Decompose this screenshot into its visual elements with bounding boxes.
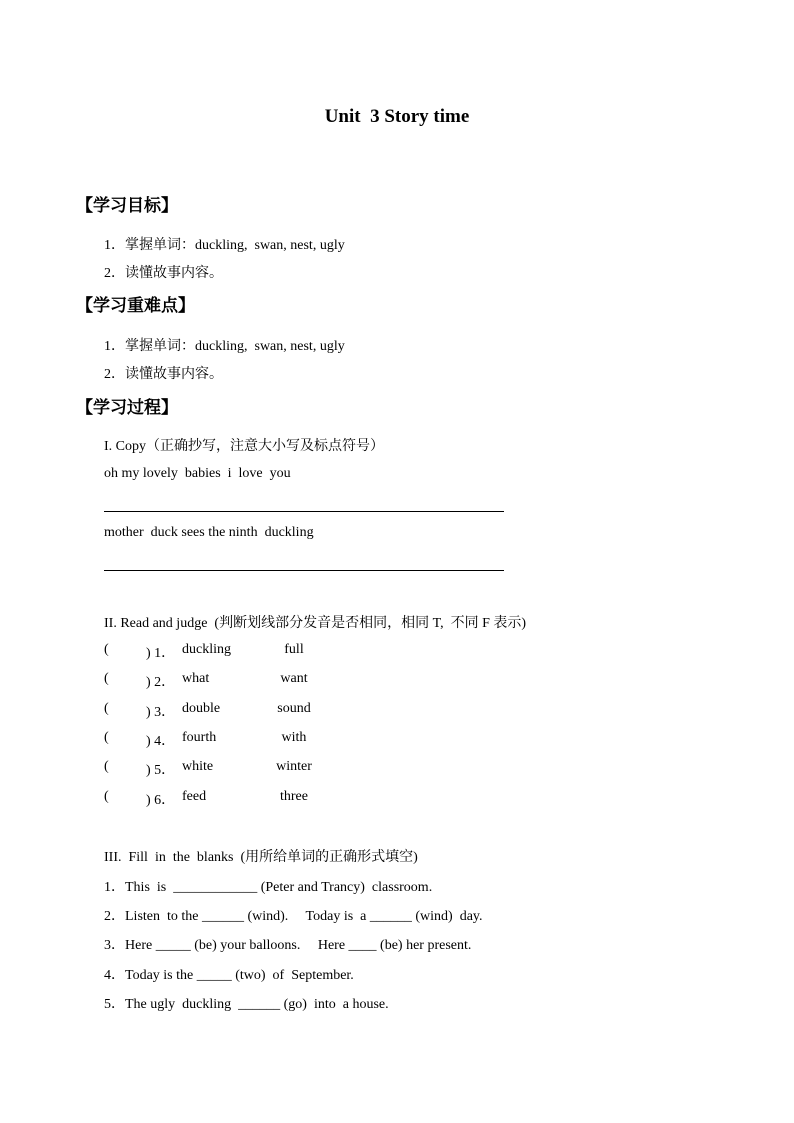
judge-word-2: three: [280, 789, 308, 804]
goals-heading: 【学习目标】: [76, 196, 178, 216]
judge-paren-open[interactable]: (: [104, 789, 109, 804]
judge-word-1: white: [182, 759, 214, 774]
judge-word-2: sound: [277, 701, 311, 716]
judge-word-1: feed: [182, 789, 207, 804]
page-title: Unit 3 Story time: [324, 106, 470, 127]
judge-number: ) 2．: [146, 675, 176, 690]
fill-item-2[interactable]: 2．Listen to the ______ (wind). Today is a ______ (wind) day.: [104, 909, 483, 924]
judge-word-2: with: [281, 730, 307, 745]
judge-paren-open[interactable]: (: [104, 671, 109, 686]
judge-number: ) 3．: [146, 705, 176, 720]
judge-word-1: double: [182, 701, 221, 716]
difficulties-heading: 【学习重难点】: [76, 296, 195, 316]
judge-paren-open[interactable]: (: [104, 759, 109, 774]
fill-item-5[interactable]: 5．The ugly duckling ______ (go) into a house.: [104, 997, 389, 1012]
copy-answer-line-1[interactable]: [104, 511, 504, 512]
judge-word-2: want: [280, 671, 308, 686]
copy-sentence-2: mother duck sees the ninth duckling: [104, 525, 314, 540]
goal-item-2: 2．读懂故事内容。: [104, 266, 223, 281]
judge-word-1: what: [182, 671, 210, 686]
judge-number: ) 6．: [146, 793, 176, 808]
fill-heading: III. Fill in the blanks (用所给单词的正确形式填空): [104, 850, 418, 865]
goal-item-1: 1．掌握单词：duckling, swan, nest, ugly: [104, 238, 345, 253]
fill-item-3[interactable]: 3．Here _____ (be) your balloons. Here ____ (be) her present.: [104, 938, 472, 953]
judge-number: ) 5．: [146, 763, 176, 778]
judge-word-2: full: [284, 642, 304, 657]
judge-word-1: fourth: [182, 730, 217, 745]
judge-number: ) 1．: [146, 646, 176, 661]
difficulty-item-2: 2．读懂故事内容。: [104, 367, 223, 382]
judge-paren-open[interactable]: (: [104, 730, 109, 745]
fill-item-1[interactable]: 1．This is ____________ (Peter and Trancy) classroom.: [104, 880, 433, 895]
copy-sentence-1: oh my lovely babies i love you: [104, 466, 291, 481]
copy-answer-line-2[interactable]: [104, 570, 504, 571]
judge-heading: II. Read and judge (判断划线部分发音是否相同，相同 T, 不同 F 表示): [104, 616, 527, 631]
judge-word-1: duckling: [182, 642, 231, 657]
fill-item-4[interactable]: 4．Today is the _____ (two) of September.: [104, 968, 354, 983]
judge-paren-open[interactable]: (: [104, 701, 109, 716]
difficulty-item-1: 1．掌握单词：duckling, swan, nest, ugly: [104, 339, 345, 354]
process-heading: 【学习过程】: [76, 398, 178, 418]
judge-word-2: winter: [276, 759, 312, 774]
judge-paren-open[interactable]: (: [104, 642, 109, 657]
judge-number: ) 4．: [146, 734, 176, 749]
copy-heading: I. Copy（正确抄写，注意大小写及标点符号）: [104, 439, 384, 454]
